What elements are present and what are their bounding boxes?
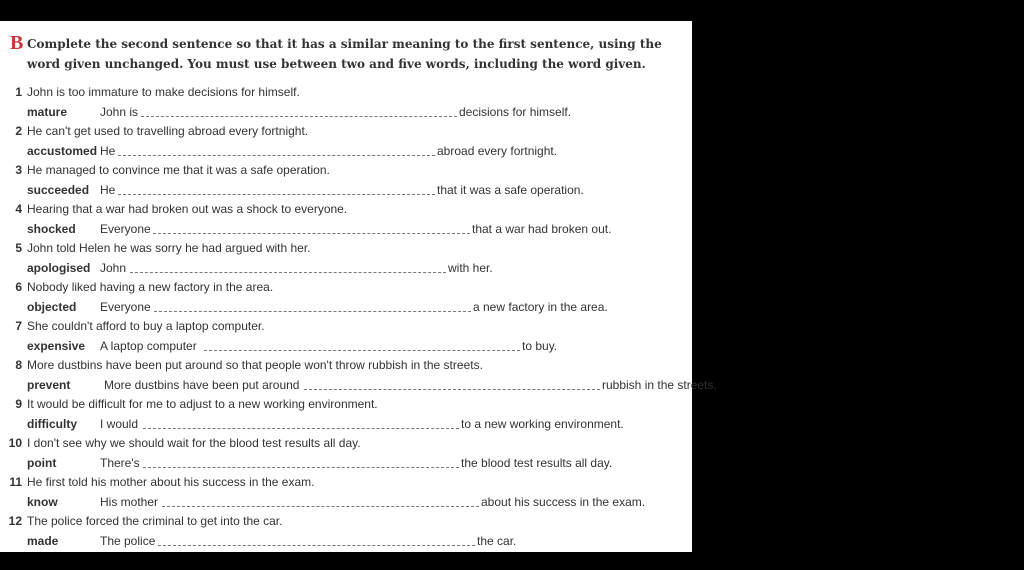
item-number: 4 bbox=[15, 202, 22, 216]
item-sentence: He first told his mother about his success in the exam. bbox=[27, 475, 315, 489]
exercise-item bbox=[0, 473, 692, 512]
answer-blank[interactable] bbox=[118, 194, 435, 195]
item-answer-row bbox=[0, 492, 700, 512]
item-prompt-start: John is bbox=[100, 105, 139, 119]
item-sentence: John is too immature to make decisions for himself. bbox=[27, 85, 300, 99]
exercise-item bbox=[0, 278, 692, 317]
exercise-item bbox=[0, 122, 692, 161]
item-answer-row bbox=[0, 102, 700, 122]
item-keyword: objected bbox=[27, 300, 77, 314]
answer-blank[interactable] bbox=[304, 389, 600, 390]
item-sentence: The police forced the criminal to get into the car. bbox=[27, 514, 283, 528]
item-answer-row bbox=[0, 297, 700, 317]
item-number: 11 bbox=[9, 475, 22, 489]
item-answer-row bbox=[0, 258, 700, 278]
item-prompt-start: His mother bbox=[100, 495, 159, 509]
exercise-item bbox=[0, 83, 692, 122]
answer-blank[interactable] bbox=[130, 272, 446, 273]
item-sentence: Nobody liked having a new factory in the area. bbox=[27, 280, 274, 294]
item-number: 3 bbox=[15, 163, 22, 177]
item-keyword: know bbox=[27, 495, 58, 509]
item-answer-row bbox=[0, 141, 700, 161]
exercise-item bbox=[0, 512, 692, 551]
item-sentence: He managed to convince me that it was a safe operation. bbox=[27, 163, 330, 177]
item-prompt-start: A laptop computer bbox=[100, 339, 197, 353]
item-answer-row bbox=[0, 414, 700, 434]
item-prompt-end: decisions for himself. bbox=[459, 105, 572, 119]
exercise-item bbox=[0, 395, 692, 434]
item-number: 8 bbox=[15, 358, 22, 372]
item-number: 12 bbox=[8, 514, 22, 528]
item-keyword: apologised bbox=[27, 261, 91, 275]
item-number: 1 bbox=[15, 85, 22, 99]
item-number: 5 bbox=[15, 241, 22, 255]
item-sentence: I don't see why we should wait for the blood test results all day. bbox=[27, 436, 361, 450]
item-prompt-start: Everyone bbox=[100, 300, 151, 314]
item-number: 7 bbox=[15, 319, 22, 333]
textbook-page bbox=[0, 21, 717, 552]
exercise-item bbox=[0, 356, 717, 395]
exercise-instructions: Complete the second sentence so that it has a similar meaning to the first sentence, using the word given unchanged. You must use between two and five words, including the word given. bbox=[27, 37, 662, 71]
answer-blank[interactable] bbox=[162, 506, 479, 507]
item-answer-row bbox=[0, 375, 717, 395]
answer-blank[interactable] bbox=[143, 467, 459, 468]
item-number: 2 bbox=[15, 124, 22, 138]
item-keyword: prevent bbox=[27, 378, 71, 392]
item-keyword: accustomed bbox=[27, 144, 98, 158]
item-prompt-end: the blood test results all day. bbox=[461, 456, 613, 470]
exercise-item bbox=[0, 161, 692, 200]
item-prompt-end: to a new working environment. bbox=[461, 417, 624, 431]
item-sentence: It would be difficult for me to adjust to a new working environment. bbox=[27, 397, 378, 411]
exercise-item bbox=[0, 200, 692, 239]
item-keyword: mature bbox=[27, 105, 68, 119]
item-prompt-start: There's bbox=[100, 456, 140, 470]
answer-blank[interactable] bbox=[143, 428, 459, 429]
answer-blank[interactable] bbox=[141, 116, 457, 117]
item-prompt-end: that it was a safe operation. bbox=[437, 183, 584, 197]
item-keyword: succeeded bbox=[27, 183, 90, 197]
item-prompt-start: He bbox=[100, 144, 116, 158]
exercise-item bbox=[0, 434, 692, 473]
item-keyword: made bbox=[27, 534, 59, 548]
item-answer-row bbox=[0, 453, 700, 473]
item-prompt-end: about his success in the exam. bbox=[481, 495, 646, 509]
item-prompt-end: to buy. bbox=[522, 339, 558, 353]
item-answer-row bbox=[0, 336, 700, 356]
item-sentence: Hearing that a war had broken out was a shock to everyone. bbox=[27, 202, 348, 216]
item-prompt-end: a new factory in the area. bbox=[473, 300, 608, 314]
item-number: 6 bbox=[15, 280, 22, 294]
item-sentence: He can't get used to travelling abroad every fortnight. bbox=[27, 124, 309, 138]
item-keyword: point bbox=[27, 456, 57, 470]
item-sentence: John told Helen he was sorry he had argued with her. bbox=[27, 241, 311, 255]
answer-blank[interactable] bbox=[158, 545, 475, 546]
item-prompt-end: the car. bbox=[477, 534, 517, 548]
item-prompt-start: John bbox=[100, 261, 127, 275]
item-prompt-end: abroad every fortnight. bbox=[437, 144, 558, 158]
item-prompt-end: that a war had broken out. bbox=[472, 222, 612, 236]
item-prompt-start: He bbox=[100, 183, 116, 197]
exercise-item bbox=[0, 317, 692, 356]
answer-blank[interactable] bbox=[118, 155, 435, 156]
answer-blank[interactable] bbox=[154, 311, 471, 312]
answer-blank[interactable] bbox=[204, 350, 520, 351]
answer-blank[interactable] bbox=[153, 233, 470, 234]
item-prompt-start: More dustbins have been put around bbox=[104, 378, 300, 392]
item-keyword: expensive bbox=[27, 339, 86, 353]
item-prompt-start: I would bbox=[100, 417, 139, 431]
item-keyword: shocked bbox=[27, 222, 76, 236]
exercise-item bbox=[0, 239, 692, 278]
item-prompt-end: rubbish in the streets. bbox=[602, 378, 717, 392]
item-prompt-start: Everyone bbox=[100, 222, 151, 236]
item-keyword: difficulty bbox=[27, 417, 77, 431]
item-answer-row bbox=[0, 219, 700, 239]
item-sentence: More dustbins have been put around so that people won't throw rubbish in the streets. bbox=[27, 358, 483, 372]
item-answer-row bbox=[0, 531, 700, 551]
item-number: 9 bbox=[15, 397, 22, 411]
item-answer-row bbox=[0, 180, 700, 200]
item-prompt-start: The police bbox=[100, 534, 156, 548]
item-number: 10 bbox=[8, 436, 22, 450]
item-prompt-end: with her. bbox=[448, 261, 493, 275]
item-sentence: She couldn't afford to buy a laptop computer. bbox=[27, 319, 265, 333]
section-letter: B bbox=[10, 32, 24, 54]
